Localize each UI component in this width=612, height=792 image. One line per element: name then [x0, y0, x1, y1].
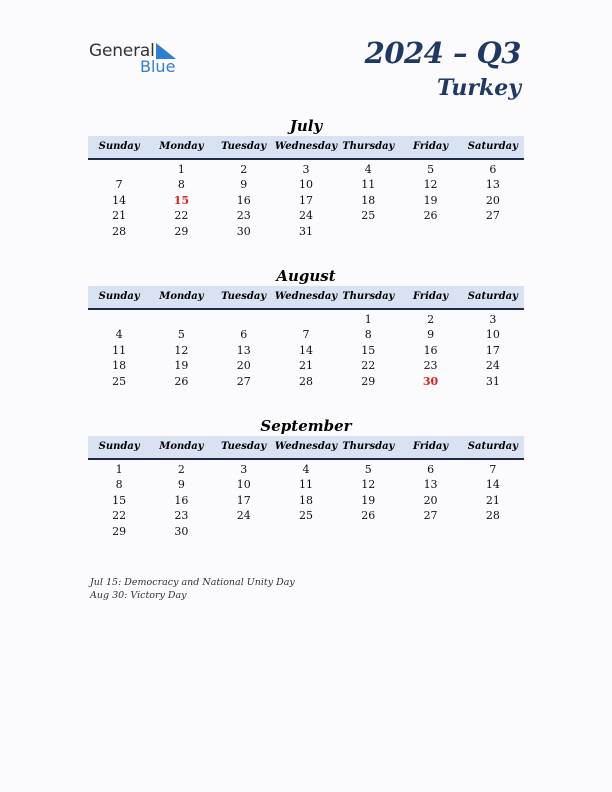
day-cell: 18 [112, 359, 127, 373]
month-title: September [260, 417, 352, 435]
day-cell: 21 [485, 493, 500, 507]
empty-day-cell [213, 524, 275, 539]
month-title: August [276, 267, 336, 285]
weekday-label: Sunday [98, 441, 140, 452]
weekday-header [88, 136, 524, 160]
day-cell: 1 [115, 463, 123, 476]
day-cell: 14 [298, 343, 313, 357]
week-row [88, 524, 524, 539]
day-cell: 24 [485, 359, 500, 373]
weekday-label: Friday [412, 441, 449, 452]
empty-day-cell [213, 312, 275, 327]
day-cell: 16 [174, 493, 189, 507]
day-cell: 7 [302, 328, 310, 342]
day-cell: 3 [489, 313, 497, 326]
weekday-header [88, 286, 524, 310]
day-cell: 10 [236, 478, 251, 492]
month-july [88, 116, 524, 239]
day-cell: 30 [422, 374, 439, 388]
day-cell: 22 [361, 359, 376, 373]
day-cell: 26 [361, 509, 376, 523]
day-cell: 31 [485, 374, 500, 388]
day-cell: 7 [115, 178, 123, 192]
day-cell: 17 [298, 193, 313, 207]
day-cell: 28 [112, 224, 127, 238]
weekday-label: Sunday [98, 141, 140, 152]
week-row [88, 312, 524, 327]
day-cell: 8 [115, 478, 123, 492]
day-cell: 20 [485, 193, 500, 207]
day-cell: 4 [364, 163, 372, 176]
empty-day-cell [337, 524, 399, 539]
day-cell: 17 [485, 343, 500, 357]
day-cell: 22 [112, 509, 127, 523]
empty-day-cell [88, 312, 150, 327]
day-cell: 15 [173, 193, 190, 207]
day-cell: 9 [177, 478, 185, 492]
day-cell: 6 [240, 328, 248, 342]
month-days [88, 462, 524, 539]
day-cell: 30 [236, 224, 251, 238]
day-cell: 3 [302, 163, 310, 176]
day-cell: 31 [298, 224, 313, 238]
day-cell: 4 [302, 463, 310, 476]
month-september [88, 416, 524, 539]
day-cell: 10 [485, 328, 500, 342]
week-row [88, 208, 524, 223]
day-cell: 14 [485, 478, 500, 492]
day-cell: 10 [298, 178, 313, 192]
day-cell: 30 [174, 524, 189, 538]
day-cell: 9 [427, 328, 435, 342]
weekday-label: Friday [412, 291, 449, 302]
month-days [88, 162, 524, 239]
day-cell: 13 [236, 343, 251, 357]
week-row [88, 493, 524, 508]
weekday-label: Tuesday [221, 291, 267, 302]
empty-day-cell [275, 524, 337, 539]
day-cell: 4 [115, 328, 123, 342]
day-cell: 26 [423, 209, 438, 223]
day-cell: 19 [361, 493, 376, 507]
day-cell: 19 [174, 359, 189, 373]
day-cell: 27 [485, 209, 500, 223]
weekday-label: Wednesday [274, 441, 338, 452]
day-cell: 2 [177, 463, 185, 476]
logo-text-general: General [89, 41, 155, 61]
day-cell: 2 [240, 163, 248, 176]
weekday-label: Monday [159, 141, 204, 152]
weekday-label: Monday [159, 441, 204, 452]
weekday-label: Wednesday [274, 141, 338, 152]
day-cell: 23 [423, 359, 438, 373]
day-cell: 11 [361, 178, 376, 192]
day-cell: 9 [240, 178, 248, 192]
day-cell: 17 [236, 493, 251, 507]
day-cell: 6 [427, 463, 435, 476]
week-row [88, 343, 524, 358]
day-cell: 28 [485, 509, 500, 523]
day-cell: 29 [112, 524, 127, 538]
month-days [88, 312, 524, 389]
empty-day-cell [462, 524, 524, 539]
day-cell: 5 [427, 163, 435, 176]
weekday-label: Tuesday [221, 441, 267, 452]
day-cell: 25 [112, 374, 127, 388]
week-row [88, 508, 524, 523]
day-cell: 12 [423, 178, 438, 192]
day-cell: 13 [423, 478, 438, 492]
weekday-label: Saturday [467, 291, 518, 302]
week-row [88, 374, 524, 389]
day-cell: 14 [112, 193, 127, 207]
holiday-note: Aug 30: Victory Day [90, 590, 187, 601]
day-cell: 27 [236, 374, 251, 388]
month-august [88, 266, 524, 389]
day-cell: 29 [361, 374, 376, 388]
day-cell: 19 [423, 193, 438, 207]
day-cell: 16 [236, 193, 251, 207]
empty-day-cell [462, 224, 524, 239]
day-cell: 24 [236, 509, 251, 523]
day-cell: 23 [236, 209, 251, 223]
week-row [88, 327, 524, 342]
day-cell: 15 [112, 493, 127, 507]
week-row [88, 477, 524, 492]
weekday-label: Thursday [342, 291, 395, 302]
day-cell: 7 [489, 463, 497, 476]
day-cell: 20 [236, 359, 251, 373]
empty-day-cell [337, 224, 399, 239]
week-row [88, 177, 524, 192]
brand-logo [89, 41, 189, 77]
country-name: Turkey [437, 75, 521, 101]
holiday-notes [90, 576, 295, 602]
week-row [88, 224, 524, 239]
day-cell: 11 [298, 478, 313, 492]
day-cell: 21 [298, 359, 313, 373]
day-cell: 12 [361, 478, 376, 492]
day-cell: 24 [298, 209, 313, 223]
day-cell: 27 [423, 509, 438, 523]
day-cell: 21 [112, 209, 127, 223]
day-cell: 5 [177, 328, 185, 342]
month-title: July [289, 117, 323, 135]
page-title: 2024 – Q3 [364, 36, 521, 70]
day-cell: 25 [298, 509, 313, 523]
day-cell: 1 [177, 163, 185, 176]
day-cell: 25 [361, 209, 376, 223]
weekday-header [88, 436, 524, 460]
logo-text-blue: Blue [140, 57, 176, 76]
day-cell: 18 [298, 493, 313, 507]
day-cell: 29 [174, 224, 189, 238]
weekday-label: Saturday [467, 441, 518, 452]
weekday-label: Wednesday [274, 291, 338, 302]
empty-day-cell [399, 524, 461, 539]
day-cell: 13 [485, 178, 500, 192]
week-row [88, 358, 524, 373]
day-cell: 26 [174, 374, 189, 388]
day-cell: 8 [364, 328, 372, 342]
weekday-label: Friday [412, 141, 449, 152]
empty-day-cell [88, 162, 150, 177]
empty-day-cell [150, 312, 212, 327]
week-row [88, 162, 524, 177]
day-cell: 6 [489, 163, 497, 176]
day-cell: 2 [427, 313, 435, 326]
day-cell: 28 [298, 374, 313, 388]
day-cell: 22 [174, 209, 189, 223]
weekday-label: Thursday [342, 441, 395, 452]
day-cell: 1 [364, 313, 372, 326]
day-cell: 5 [364, 463, 372, 476]
day-cell: 16 [423, 343, 438, 357]
day-cell: 8 [177, 178, 185, 192]
empty-day-cell [399, 224, 461, 239]
day-cell: 12 [174, 343, 189, 357]
empty-day-cell [275, 312, 337, 327]
weekday-label: Tuesday [221, 141, 267, 152]
week-row [88, 193, 524, 208]
day-cell: 18 [361, 193, 376, 207]
weekday-label: Sunday [98, 291, 140, 302]
week-row [88, 462, 524, 477]
weekday-label: Monday [159, 291, 204, 302]
day-cell: 20 [423, 493, 438, 507]
day-cell: 15 [361, 343, 376, 357]
day-cell: 11 [112, 343, 127, 357]
holiday-note: Jul 15: Democracy and National Unity Day [90, 577, 295, 588]
weekday-label: Thursday [342, 141, 395, 152]
weekday-label: Saturday [467, 141, 518, 152]
day-cell: 3 [240, 463, 248, 476]
day-cell: 23 [174, 509, 189, 523]
